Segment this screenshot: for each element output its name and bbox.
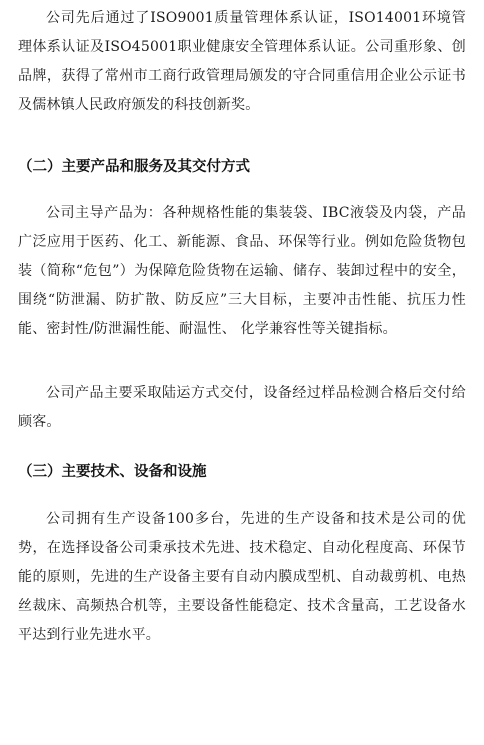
section-heading-technology-equipment: （三）主要技术、设备和设施 [18,464,207,480]
paragraph-equipment: 公司拥有生产设备100多台，先进的生产设备和技术是公司的优势，在选择设备公司秉承技术先进、技术稳定、自动化程度高、环保节能的原则，先进的生产设备主要有自动内膜成型机、自动裁剪机、电热丝裁床、高频热合机等，主要设备性能稳定、技术含量高，工艺设备水平达到行业先进水平。 [18,511,466,643]
paragraph-delivery-method: 公司产品主要采取陆运方式交付，设备经过样品检测合格后交付给顾客。 [18,385,466,430]
section-heading-products-services: （二）主要产品和服务及其交付方式 [18,159,250,175]
paragraph-certifications: 公司先后通过了ISO9001质量管理体系认证，ISO14001环境管理体系认证及ISO45001职业健康安全管理体系认证。公司重形象、创品牌，获得了常州市工商行政管理局颁发的守合同重信用企业公示证书及儒林镇人民政府颁发的科技创新奖。 [18,10,466,113]
paragraph-main-products: 公司主导产品为：各种规格性能的集装袋、IBC液袋及内袋，产品广泛应用于医药、化工、新能源、食品、环保等行业。例如危险货物包装（简称“危包”）为保障危险货物在运输、储存、装卸过程中的安全，围绕“防泄漏、防扩散、防反应”三大目标，主要冲击性能、抗压力性能、密封性/防泄漏性能、耐温性、 化学兼容性等关键指标。 [18,205,466,337]
